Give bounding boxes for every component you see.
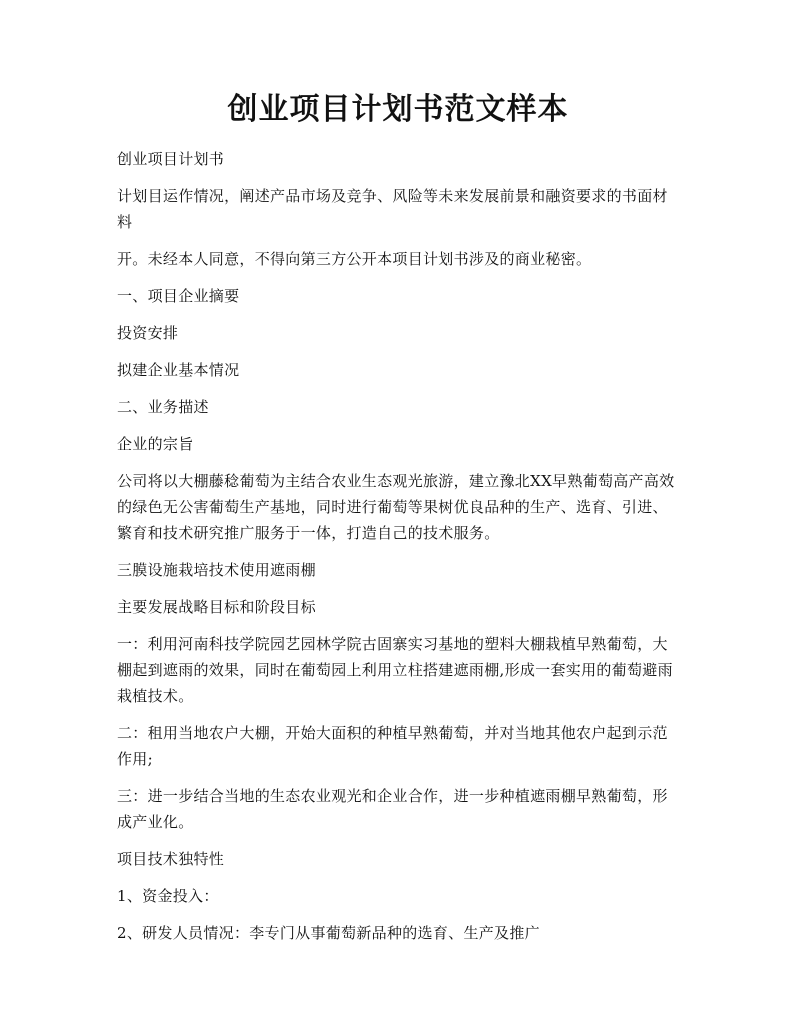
paragraph: 二：租用当地农户大棚，开始大面积的种植早熟葡萄，并对当地其他农户起到示范作用; bbox=[117, 724, 668, 768]
paragraph: 三：进一步结合当地的生态农业观光和企业合作，进一步种植遮雨棚早熟葡萄，形成产业化。 bbox=[117, 787, 668, 831]
paragraph: 项目技术独特性 bbox=[117, 850, 225, 868]
paragraph: 开。未经本人同意，不得向第三方公开本项目计划书涉及的商业秘密。 bbox=[117, 250, 592, 268]
paragraph: 一：利用河南科技学院园艺园林学院古固寨实习基地的塑料大棚栽植早熟葡萄，大棚起到遮雨的效果，同时在葡萄园上利用立柱搭建遮雨棚,形成一套实用的葡萄避雨栽植技术。 bbox=[117, 635, 673, 705]
paragraph: 拟建企业基本情况 bbox=[117, 361, 240, 379]
paragraph: 计划目运作情况，阐述产品市场及竞争、风险等未来发展前景和融资要求的书面材料 bbox=[117, 187, 668, 231]
document-title: 创业项目计划书范文样本 bbox=[227, 92, 569, 127]
paragraph: 创业项目计划书 bbox=[117, 150, 225, 168]
paragraph: 投资安排 bbox=[117, 324, 179, 342]
section-heading: 一、项目企业摘要 bbox=[117, 287, 240, 305]
list-item: 2、研发人员情况：李专门从事葡萄新品种的选育、生产及推广 bbox=[117, 924, 540, 942]
paragraph: 三膜设施栽培技术使用遮雨棚 bbox=[117, 561, 316, 579]
section-heading: 二、业务描述 bbox=[117, 398, 209, 416]
document-body bbox=[117, 146, 683, 957]
list-item: 1、资金投入： bbox=[117, 887, 219, 905]
paragraph: 企业的宗旨 bbox=[117, 435, 194, 453]
paragraph: 主要发展战略目标和阶段目标 bbox=[117, 598, 316, 616]
paragraph: 公司将以大棚藤稔葡萄为主结合农业生态观光旅游，建立豫北XX早熟葡萄高产高效的绿色无公害葡萄生产基地，同时进行葡萄等果树优良品种的生产、选育、引进、繁育和技术研究推广服务于一体，打造自己的技术服务。 bbox=[117, 472, 675, 542]
